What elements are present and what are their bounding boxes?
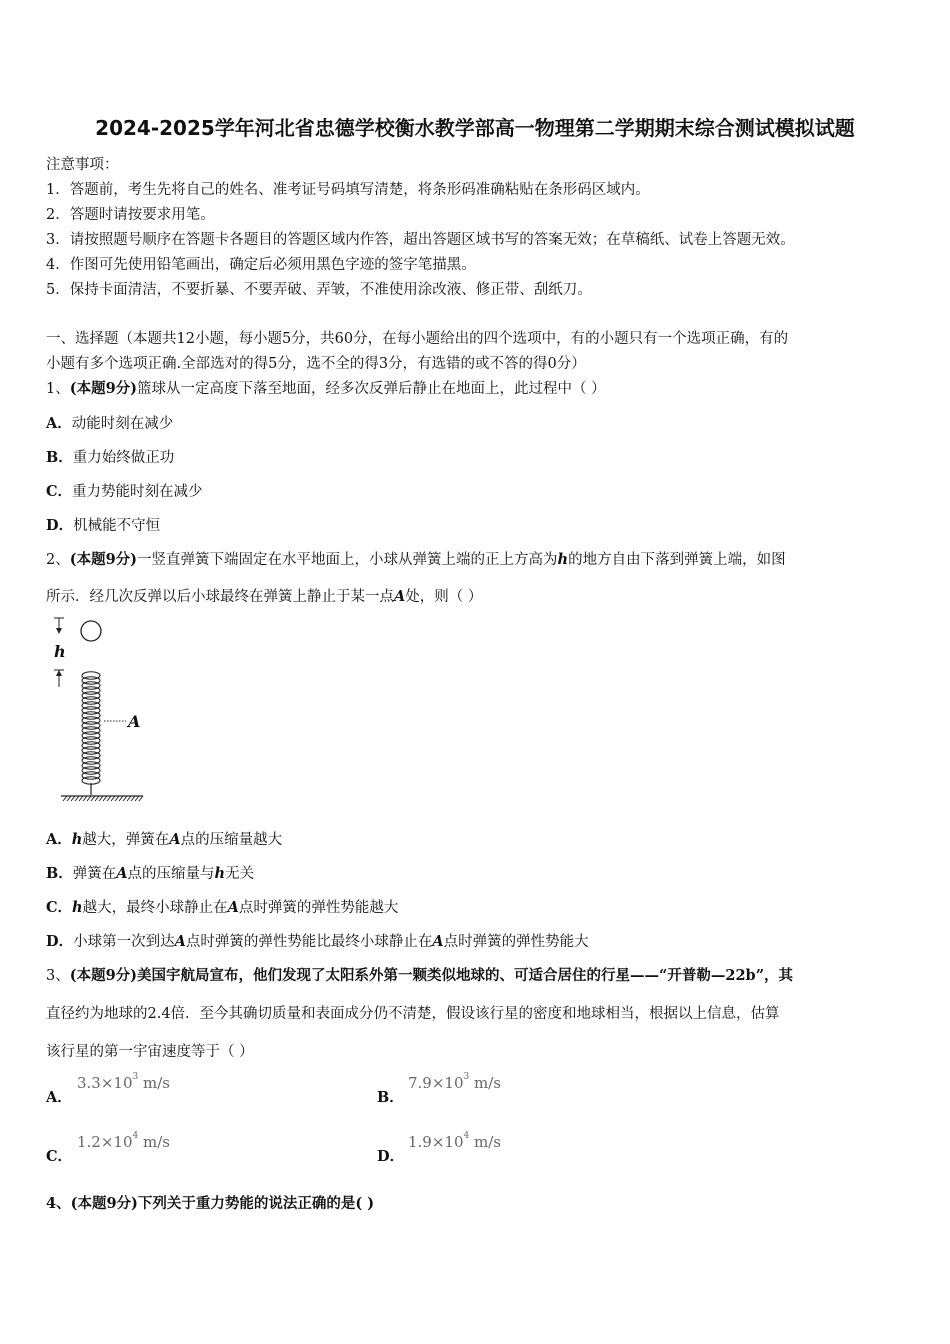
option-text: 点时弹簧的弹性势能越大 xyxy=(238,900,399,916)
formula-mantissa: 3.3×10 xyxy=(77,1074,133,1092)
question-2-option-d xyxy=(46,930,589,951)
question-2-text: 所示．经几次反弹以后小球最终在弹簧上静止于某一点 xyxy=(46,589,394,605)
ground-hatch xyxy=(123,796,127,801)
notice-item-3: 3．请按照题号顺序在答题卡各题目的答题区域内作答，超出答题区域书写的答案无效；在草稿纸、试卷上答题无效。 xyxy=(46,232,795,248)
spring-diagram xyxy=(46,615,156,810)
option-label: D． xyxy=(46,933,74,950)
ground-hatch xyxy=(115,796,119,801)
question-1-option-d xyxy=(46,514,160,535)
option-text: 越大，弹簧在 xyxy=(82,832,170,848)
notice-heading: 注意事项： xyxy=(46,157,119,173)
var-a: A xyxy=(169,831,181,848)
ground-hatch xyxy=(107,796,111,801)
notice-item-5: 5．保持卡面清洁，不要折暴、不要弄破、弄皱，不准使用涂改液、修正带、刮纸刀。 xyxy=(46,282,592,298)
a-label: A xyxy=(128,712,141,731)
question-3-tag: (本题9分) xyxy=(69,967,138,984)
option-text: 机械能不守恒 xyxy=(73,518,161,534)
question-2-stem-line-2 xyxy=(46,585,482,606)
formula-exponent: 4 xyxy=(463,1131,470,1141)
question-3-option-a-formula xyxy=(77,1074,170,1092)
option-label: B． xyxy=(46,449,73,466)
formula-unit: m/s xyxy=(138,1074,170,1092)
var-h: h xyxy=(214,865,226,882)
option-text: 点时弹簧的弹性势能大 xyxy=(443,934,589,950)
option-label: B． xyxy=(46,865,73,882)
question-4-text: (本题9分)下列关于重力势能的说法正确的是( ) xyxy=(70,1195,375,1212)
spring-figure xyxy=(46,615,156,810)
option-label: C． xyxy=(46,483,73,500)
option-text: 越大，最终小球静止在 xyxy=(82,900,228,916)
question-1-number: 1、 xyxy=(46,381,70,397)
question-2-text: 一竖直弹簧下端固定在水平地面上，小球从弹簧上端的正上方高为 xyxy=(137,552,558,568)
question-3-option-c-label: C． xyxy=(46,1148,73,1165)
var-h: h xyxy=(557,551,569,568)
question-3-stem-line-1 xyxy=(46,964,793,985)
question-3-stem-line-2: 直径约为地球的2.4倍．至今其确切质量和表面成分仍不清楚，假设该行星的密度和地球相当，根据以上信息，估算 xyxy=(46,1006,780,1022)
var-a: A xyxy=(174,933,186,950)
option-label: A． xyxy=(46,831,72,848)
formula-mantissa: 7.9×10 xyxy=(408,1074,464,1092)
question-2-option-c xyxy=(46,896,398,917)
notice-item-4: 4．作图可先使用铅笔画出，确定后必须用黑色字迹的签字笔描黑。 xyxy=(46,257,476,273)
ground-hatch xyxy=(99,796,103,801)
formula-exponent: 3 xyxy=(463,1072,470,1082)
question-4-stem xyxy=(46,1192,374,1213)
option-label: D． xyxy=(46,517,74,534)
question-2-option-a xyxy=(46,828,282,849)
question-3-stem-line-3: 该行星的第一宇宙速度等于（ ） xyxy=(46,1044,254,1060)
ground-hatch xyxy=(63,796,67,801)
var-a: A xyxy=(116,865,128,882)
question-1-text: 篮球从一定高度下落至地面，经多次反弹后静止在地面上，此过程中（ ） xyxy=(137,381,606,397)
section-heading-line-1: 一、选择题（本题共12小题，每小题5分，共60分，在每小题给出的四个选项中，有的小题只有一个选项正确，有的 xyxy=(46,331,789,347)
question-2-stem-line-1 xyxy=(46,548,786,569)
question-1-tag: (本题9分) xyxy=(69,380,138,397)
var-h: h xyxy=(71,831,83,848)
option-text: 动能时刻在减少 xyxy=(71,416,174,432)
formula-mantissa: 1.9×10 xyxy=(408,1133,464,1151)
formula-unit: m/s xyxy=(469,1133,501,1151)
formula-exponent: 4 xyxy=(132,1131,139,1141)
notice-item-2: 2．答题时请按要求用笔。 xyxy=(46,207,215,223)
question-3-option-b-label: B． xyxy=(377,1089,404,1106)
option-text: 重力势能时刻在减少 xyxy=(72,484,203,500)
var-a: A xyxy=(432,933,444,950)
section-heading-line-2: 小题有多个选项正确.全部选对的得5分，选不全的得3分，有选错的或不答的得0分） xyxy=(46,356,586,372)
ball-icon xyxy=(81,621,101,641)
option-text: 点的压缩量越大 xyxy=(180,832,283,848)
question-2-tag: (本题9分) xyxy=(69,551,138,568)
option-text: 点时弹簧的弹性势能比最终小球静止在 xyxy=(185,934,433,950)
question-1-option-a xyxy=(46,412,173,433)
question-3-option-d-formula xyxy=(408,1133,501,1151)
question-3-option-c-formula xyxy=(77,1133,170,1151)
question-2-text: 处，则（ ） xyxy=(405,589,483,605)
option-text: 小球第一次到达 xyxy=(73,934,175,950)
option-text: 重力始终做正功 xyxy=(72,450,175,466)
option-label: A． xyxy=(46,415,72,432)
ground-hatch xyxy=(87,796,91,801)
option-text: 点的压缩量与 xyxy=(127,866,215,882)
spring-coils xyxy=(82,672,100,785)
question-1-option-c xyxy=(46,480,203,501)
var-a: A xyxy=(394,588,406,605)
question-2-text: 的地方自由下落到弹簧上端，如图 xyxy=(568,552,786,568)
question-1-stem xyxy=(46,377,606,398)
page-title: 2024-2025学年河北省忠德学校衡水教学部高一物理第二学期期末综合测试模拟试题 xyxy=(95,116,855,140)
ground-hatch xyxy=(103,796,107,801)
formula-unit: m/s xyxy=(138,1133,170,1151)
var-a: A xyxy=(227,899,239,916)
ground-hatch xyxy=(139,796,143,801)
ground-hatch xyxy=(111,796,115,801)
question-1-option-b xyxy=(46,446,174,467)
h-label: h xyxy=(54,642,66,661)
ground-hatch xyxy=(135,796,139,801)
question-3-text: 美国宇航局宣布，他们发现了太阳系外第一颗类似地球的、可适合居住的行星——“开普勒—22b”，其 xyxy=(137,967,794,984)
option-text: 弹簧在 xyxy=(72,866,117,882)
question-4-number: 4、 xyxy=(46,1195,71,1212)
ground-hatch xyxy=(131,796,135,801)
option-text: 无关 xyxy=(225,866,255,882)
question-3-number: 3、 xyxy=(46,968,70,984)
ground-hatch xyxy=(95,796,99,801)
ground-hatch xyxy=(67,796,71,801)
ground-hatch xyxy=(79,796,83,801)
question-2-option-b xyxy=(46,862,254,883)
formula-exponent: 3 xyxy=(132,1072,139,1082)
ground-hatch xyxy=(75,796,79,801)
ground-hatch xyxy=(91,796,95,801)
ground-hatch xyxy=(83,796,87,801)
ground-hatch xyxy=(71,796,75,801)
var-h: h xyxy=(72,899,83,916)
question-3-option-b-formula xyxy=(408,1074,501,1092)
question-2-number: 2、 xyxy=(46,552,70,568)
question-3-option-d-label: D． xyxy=(377,1148,405,1165)
option-label: C． xyxy=(46,899,73,916)
question-3-option-a-label: A． xyxy=(46,1089,72,1106)
formula-mantissa: 1.2×10 xyxy=(77,1133,133,1151)
ground-hatch xyxy=(127,796,131,801)
formula-unit: m/s xyxy=(469,1074,501,1092)
ground-hatch xyxy=(119,796,123,801)
notice-item-1: 1．答题前，考生先将自己的姓名、准考证号码填写清楚，将条形码准确粘贴在条形码区域内。 xyxy=(46,182,650,198)
